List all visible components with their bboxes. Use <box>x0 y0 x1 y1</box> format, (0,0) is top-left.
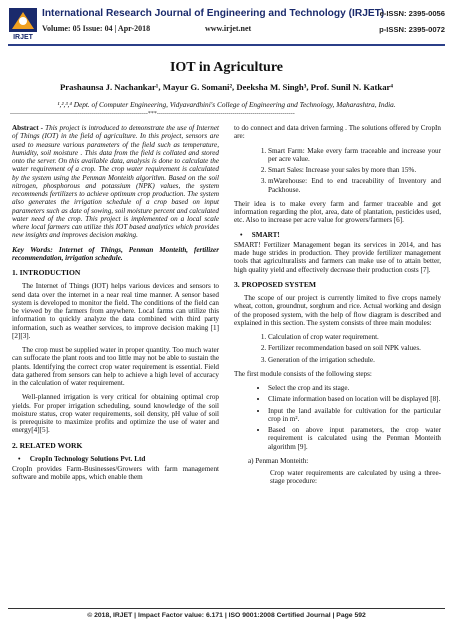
list-item: • Select the crop and its stage. <box>268 384 441 392</box>
section-heading-proposed-system: 3. PROPOSED SYSTEM <box>234 279 317 289</box>
pissn: p-ISSN: 2395-0072 <box>379 25 445 34</box>
list-item: • Input the land available for cultivation for the particular crop in m². <box>268 407 441 424</box>
keywords-label: Key Words: <box>12 244 53 254</box>
paper-title: IOT in Agriculture <box>169 60 284 75</box>
list-item: 1. Calculation of crop water requirement. <box>268 333 441 341</box>
paragraph: CropIn provides Farm-Businesses/Growers with farm management software and mobile apps, which enable them <box>12 465 219 482</box>
bullet-icon: • <box>240 230 243 239</box>
paragraph: to do connect and data driven farming . The solutions offered by CropIn are: <box>234 124 441 141</box>
volume-issue <box>42 24 150 33</box>
affiliation: ¹,²,³,⁴ Dept. of Computer Engineering, Vidyavardhini's College of Engineering and Technology, Maharashtra, India. <box>57 100 396 109</box>
bullet-icon: • <box>18 454 21 463</box>
abstract <box>12 124 219 240</box>
author-list: Prashaunsa J. Nachankar¹, Mayur G. Somani², Deeksha M. Singh³, Prof. Sunil N. Katkar⁴ <box>59 82 394 92</box>
subsection-penman-monteith: a) Penman Monteith: <box>248 456 309 465</box>
list-item: 3. Generation of the irrigation schedule. <box>268 356 441 364</box>
bullet-title: CropIn Technology Solutions Pvt. Ltd <box>29 454 146 463</box>
section-heading-introduction: 1. INTRODUCTION <box>12 268 81 277</box>
journal-header <box>0 0 453 52</box>
abstract-label: Abstract - <box>12 124 44 132</box>
list-item: 2. Fertilizer recommendation based on soil NPK values. <box>268 344 441 352</box>
list-item: • Climate information based on location will be displayed [8]. <box>268 395 441 403</box>
bullet-title: SMART! <box>251 230 280 239</box>
paragraph: The scope of our project is currently limited to five crops namely wheat, cotton, groundnut, sorghum and rice. Actual working and design of the proposed system, with the help of flow diagram is described and explained in this section. The system consists of three main modules: <box>234 294 441 327</box>
section-heading-related-work: 2. RELATED WORK <box>12 440 83 450</box>
footer-rule <box>8 608 445 609</box>
paragraph: The crop must be supplied water in proper quantity. Too much water can suffocate the plant roots and too little may not be able to sustain the plants. Identifying the correct crop water requirement is essential. Field data gathered from sensors can help to achieve a high level of accuracy in the calculation of water requirement. <box>12 346 219 387</box>
journal-title: International Research Journal of Engineering and Technology (IRJET) <box>42 8 385 19</box>
keywords <box>12 246 219 263</box>
paragraph: Crop water requirements are calculated by using a three-stage procedure: <box>270 469 441 486</box>
paragraph: SMART! Fertilizer Management began its services in 2014, and has made huge strides in production. They provide fertilizer management tools that agriculturalists and farmers can make use of to attain better, high quality yield and effectively decrease their production costs [7]. <box>234 240 441 274</box>
left-column <box>12 124 219 488</box>
paragraph: The first module consists of the following steps: <box>234 369 372 378</box>
separator-line: ---------------------------------------------------------------------***--------------------------------------------------------------------- <box>10 111 295 117</box>
numbered-list-modules <box>234 333 441 364</box>
list-item: • Based on above input parameters, the crop water requirement is calculated using the Penman Monteith algorithm [9]. <box>268 426 441 451</box>
irjet-logo <box>8 7 38 41</box>
volume-text: Volume: 05 Issue: 04 | Apr-2018 <box>42 24 151 33</box>
header-rule <box>8 44 445 46</box>
paragraph: The Internet of Things (IOT) helps various devices and sensors to send data over the internet in a near real time manner. A sensor based system is developed to monitor the field. The conditions of the field can be viewed by the farmers from anywhere. Local farms can utilize this information to quickly analyze the data combined with third party information, such as weather services, to improve decision making [1][2][3]. <box>12 282 219 340</box>
list-item: 2. Smart Sales: Increase your sales by more than 15%. <box>268 166 441 174</box>
svg-text:IRJET: IRJET <box>13 34 33 41</box>
journal-website[interactable]: www.irjet.net <box>205 24 252 33</box>
bullet-cropin <box>12 455 219 463</box>
bullet-smart <box>234 231 441 239</box>
list-item: 3. mWarehouse: End to end traceability of Inventory and Packhouse. <box>268 177 441 194</box>
right-column <box>234 124 441 486</box>
page-footer: © 2018, IRJET | Impact Factor value: 6.171 | ISO 9001:2008 Certified Journal | Page 592 <box>87 612 366 619</box>
eissn: e-ISSN: 2395-0056 <box>379 9 445 18</box>
keywords-text: Internet of Things, Penman Monteith, fertilizer recommendation, irrigation schedule. <box>12 245 219 262</box>
paragraph: Well-planned irrigation is very critical for obtaining optimal crop yields. For proper irrigation scheduling, sound knowledge of the soil moisture status, crop water requirements, soil density, pH value of soil is prerequisite to maximize profits and optimize the use of water and energy[4][5]. <box>12 393 219 435</box>
bullet-list-steps <box>234 384 441 451</box>
list-item: 1. Smart Farm: Make every farm traceable and increase your per acre value. <box>268 147 441 164</box>
paragraph: Their idea is to make every farm and farmer traceable and get information regarding the plot, area, date of plantation, pesticides used, etc. Also to increase per acre value for growers/farmers [6]. <box>234 199 441 225</box>
numbered-list-cropin <box>234 147 441 194</box>
abstract-text: This project is introduced to demonstrate the use of Internet of Things (IOT) in the field of agriculture. In this project, sensors are used to measure various parameters of the field such as temperature, humidity, soil moisture . This data from the field is collated and stored onto the server. On this available data, analysis is done to calculate the water requirement of a crop. The crop water requirement is calculated by the system using the Penman Monteith algorithm. Based on the soil nitrogen, phosphorous and potassium (NPK) values, the system recommends fertilizers to achieve optimum crop production. The system also generates the irrigation schedule of a crop based on input parameters such as date of sowing, soil moisture percent and calculated water need of the crop. This project is implemented on a local scale where local farmers can utilize this IOT based analytics which provides new insights and improves decision making. <box>12 124 219 240</box>
